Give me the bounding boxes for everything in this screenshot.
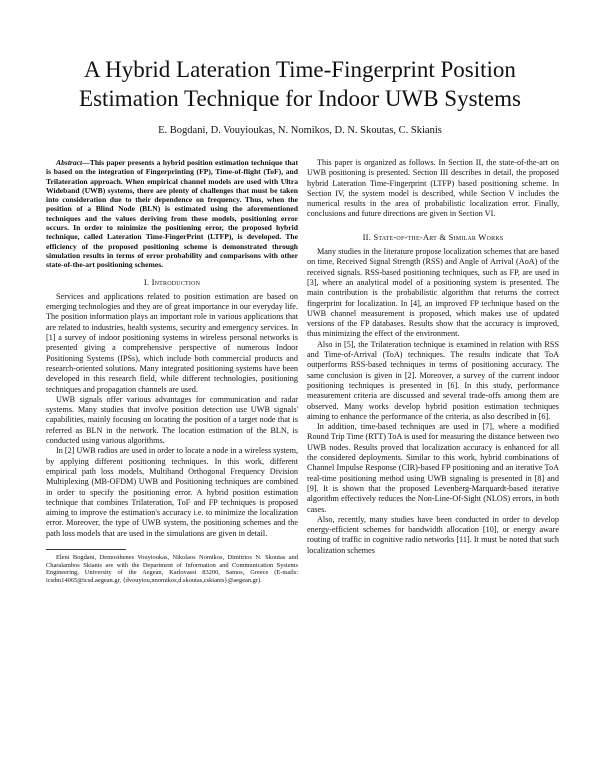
abstract-dash: — (82, 158, 90, 167)
organization-paragraph: This paper is organized as follows. In Section II, the state-of-the-art on UWB positioning is presented. Section III describes in detail, the proposed hybrid Lateration Time-Fingerprint (LTFP) based positioning scheme. In Section IV, the system model is described, while Section V includes the numerical results in the area of probabilistic localization error. Finally, conclusions and future directions are given in Section VI. (307, 158, 559, 219)
author-affiliation-footnote: Eleni Bogdani, Demosthenes Vouyioukas, Nikolaos Nomikos, Dimitrios N. Skoutas and Charalambos Skianis are with the Department of Information and Communication Systems Engineering, University of the Aegean, Karlovassi 83200, Samos, Greece (E-mails: icsdm14065@icsd.aegean.gr, {dvouyiou,nnomikos,d.skoutas,cskianis}@aegean.gr). (46, 553, 298, 584)
sota-paragraph-2: Also in [5], the Trilateration technique is examined in relation with RSS and Time-of-Arrival (ToA) techniques. The results indicate that ToA outperforms RSS-based techniques in terms of positioning accuracy. The same conclusion is given in [2]. Moreover, a survey of the current indoor positioning techniques is presented in [6]. In this study, performance measurement criteria are discussed and several trade-offs among them are observed. Many works develop hybrid position estimation techniques aiming to enhance the performance of the criteria, as also described in [6]. (307, 339, 559, 421)
abstract-label: Abstract (56, 158, 83, 167)
sota-paragraph-1: Many studies in the literature propose localization schemes that are based on time, Received Signal Strength (RSS) and Angle of Arrival (AoA) of the received signals. RSS-based positioning techniques, such as FP, are used in [3], where an analytical model of a positioning system is presented. The main contribution is the probabilistic algorithm that returns the correct fingerprint for localization. In [4], an improved FP technique based on the UWB channel measurement is proposed, which makes use of updated versions of the FP databases. Results show that the accuracy is improved, thus minimizing the effect of the environment. (307, 247, 559, 339)
sota-paragraph-3: In addition, time-based techniques are used in [7], where a modified Round Trip Time (RTT) ToA is used for measuring the distance between two UWB nodes. Results proved that localization accuracy is enhanced for all the considered deployments. Similar to this work, hybrid combinations of Channel Impulse Response (CIR)-based FP positioning and an iterative ToA real-time positioning method using UWB signaling is presented in [8] and [9]. It is shown that the proposed Levenberg-Marquardt-based iterative algorithm effectively reduces the Non-Line-Of-Sight (NLOS) errors, in both cases. (307, 422, 559, 514)
left-column (46, 158, 298, 584)
paper-title (30, 55, 570, 113)
title-line-2: Estimation Technique for Indoor UWB Systems (79, 86, 521, 111)
title-line-1: A Hybrid Lateration Time-Fingerprint Position (84, 57, 516, 82)
author-list: E. Bogdani, D. Vouyioukas, N. Nomikos, D. N. Skoutas, C. Skianis (158, 125, 442, 136)
section-heading-state-of-the-art: II. State-of-the-Art & Similar Works (362, 231, 504, 242)
sota-paragraph-4: Also, recently, many studies have been conducted in order to develop energy-efficient schemes for bandwidth allocation [10], or energy aware routing of traffic in cognitive radio networks [11]. It must be noted that such localization schemes (307, 514, 559, 555)
intro-paragraph-3: In [2] UWB radios are used in order to locate a node in a wireless system, by applying different positioning techniques. In this work, different empirical path loss models, Multiband Orthogonal Frequency Division Multiplexing (MB-OFDM) UWB and Positioning techniques are combined in order to specify the positioning error. A hybrid position estimation technique that combines Trilateration, ToF and FP techniques is proposed aiming to improve the estimation's accuracy i.e. to minimize the localization error. Moreover, the type of UWB system, the positioning schemes and the path loss models that are used in the simulations are given in detail. (46, 446, 298, 538)
intro-paragraph-1: Services and applications related to position estimation are based on emerging technologies and they are of great importance in our everyday life. The position information plays an important role in various applications that are related to industries, health systems, security and emergency services. In [1] a survey of indoor positioning systems in wireless personal networks is presented giving a comprehensive perspective of numerous Indoor Positioning Systems (IPSs), which include both commercial products and research-oriented solutions. Many integrated positioning systems have been developed in this research field, while different technologies, positioning techniques and propagation channels are used. (46, 291, 298, 394)
abstract (46, 158, 298, 270)
footnote-divider (46, 549, 126, 550)
right-column (307, 158, 559, 556)
section-heading-introduction: I. Introduction (143, 276, 201, 287)
abstract-text: This paper presents a hybrid position estimation technique that is based on the integration of Fingerprinting (FP), Time-of-flight (ToF), and Trilateration approach. When empirical channel models are used with Ultra Wideband (UWB) systems, there are plenty of challenges that must be taken into consideration due to their dependence on frequency. Thus, when the position of a Blind Node (BLN) is estimated using the aforementioned techniques and the values deriving from these models, positioning error occurs. In order to minimize the positioning error, the proposed hybrid technique, called Lateration Time-FingerPrint (LTFP), is developed. The efficiency of the proposed positioning scheme is demonstrated through simulation results in terms of error probability and comparisons with other state-of-the-art positioning schemes. (46, 158, 298, 270)
intro-paragraph-2: UWB signals offer various advantages for communication and radar systems. Many studies that involve position detection use UWB signals' capabilities, mainly focusing on locating the position of a target node that is referred as BLN in the network. The location estimation of the BLN, is conducted using various algorithms. (46, 394, 298, 446)
